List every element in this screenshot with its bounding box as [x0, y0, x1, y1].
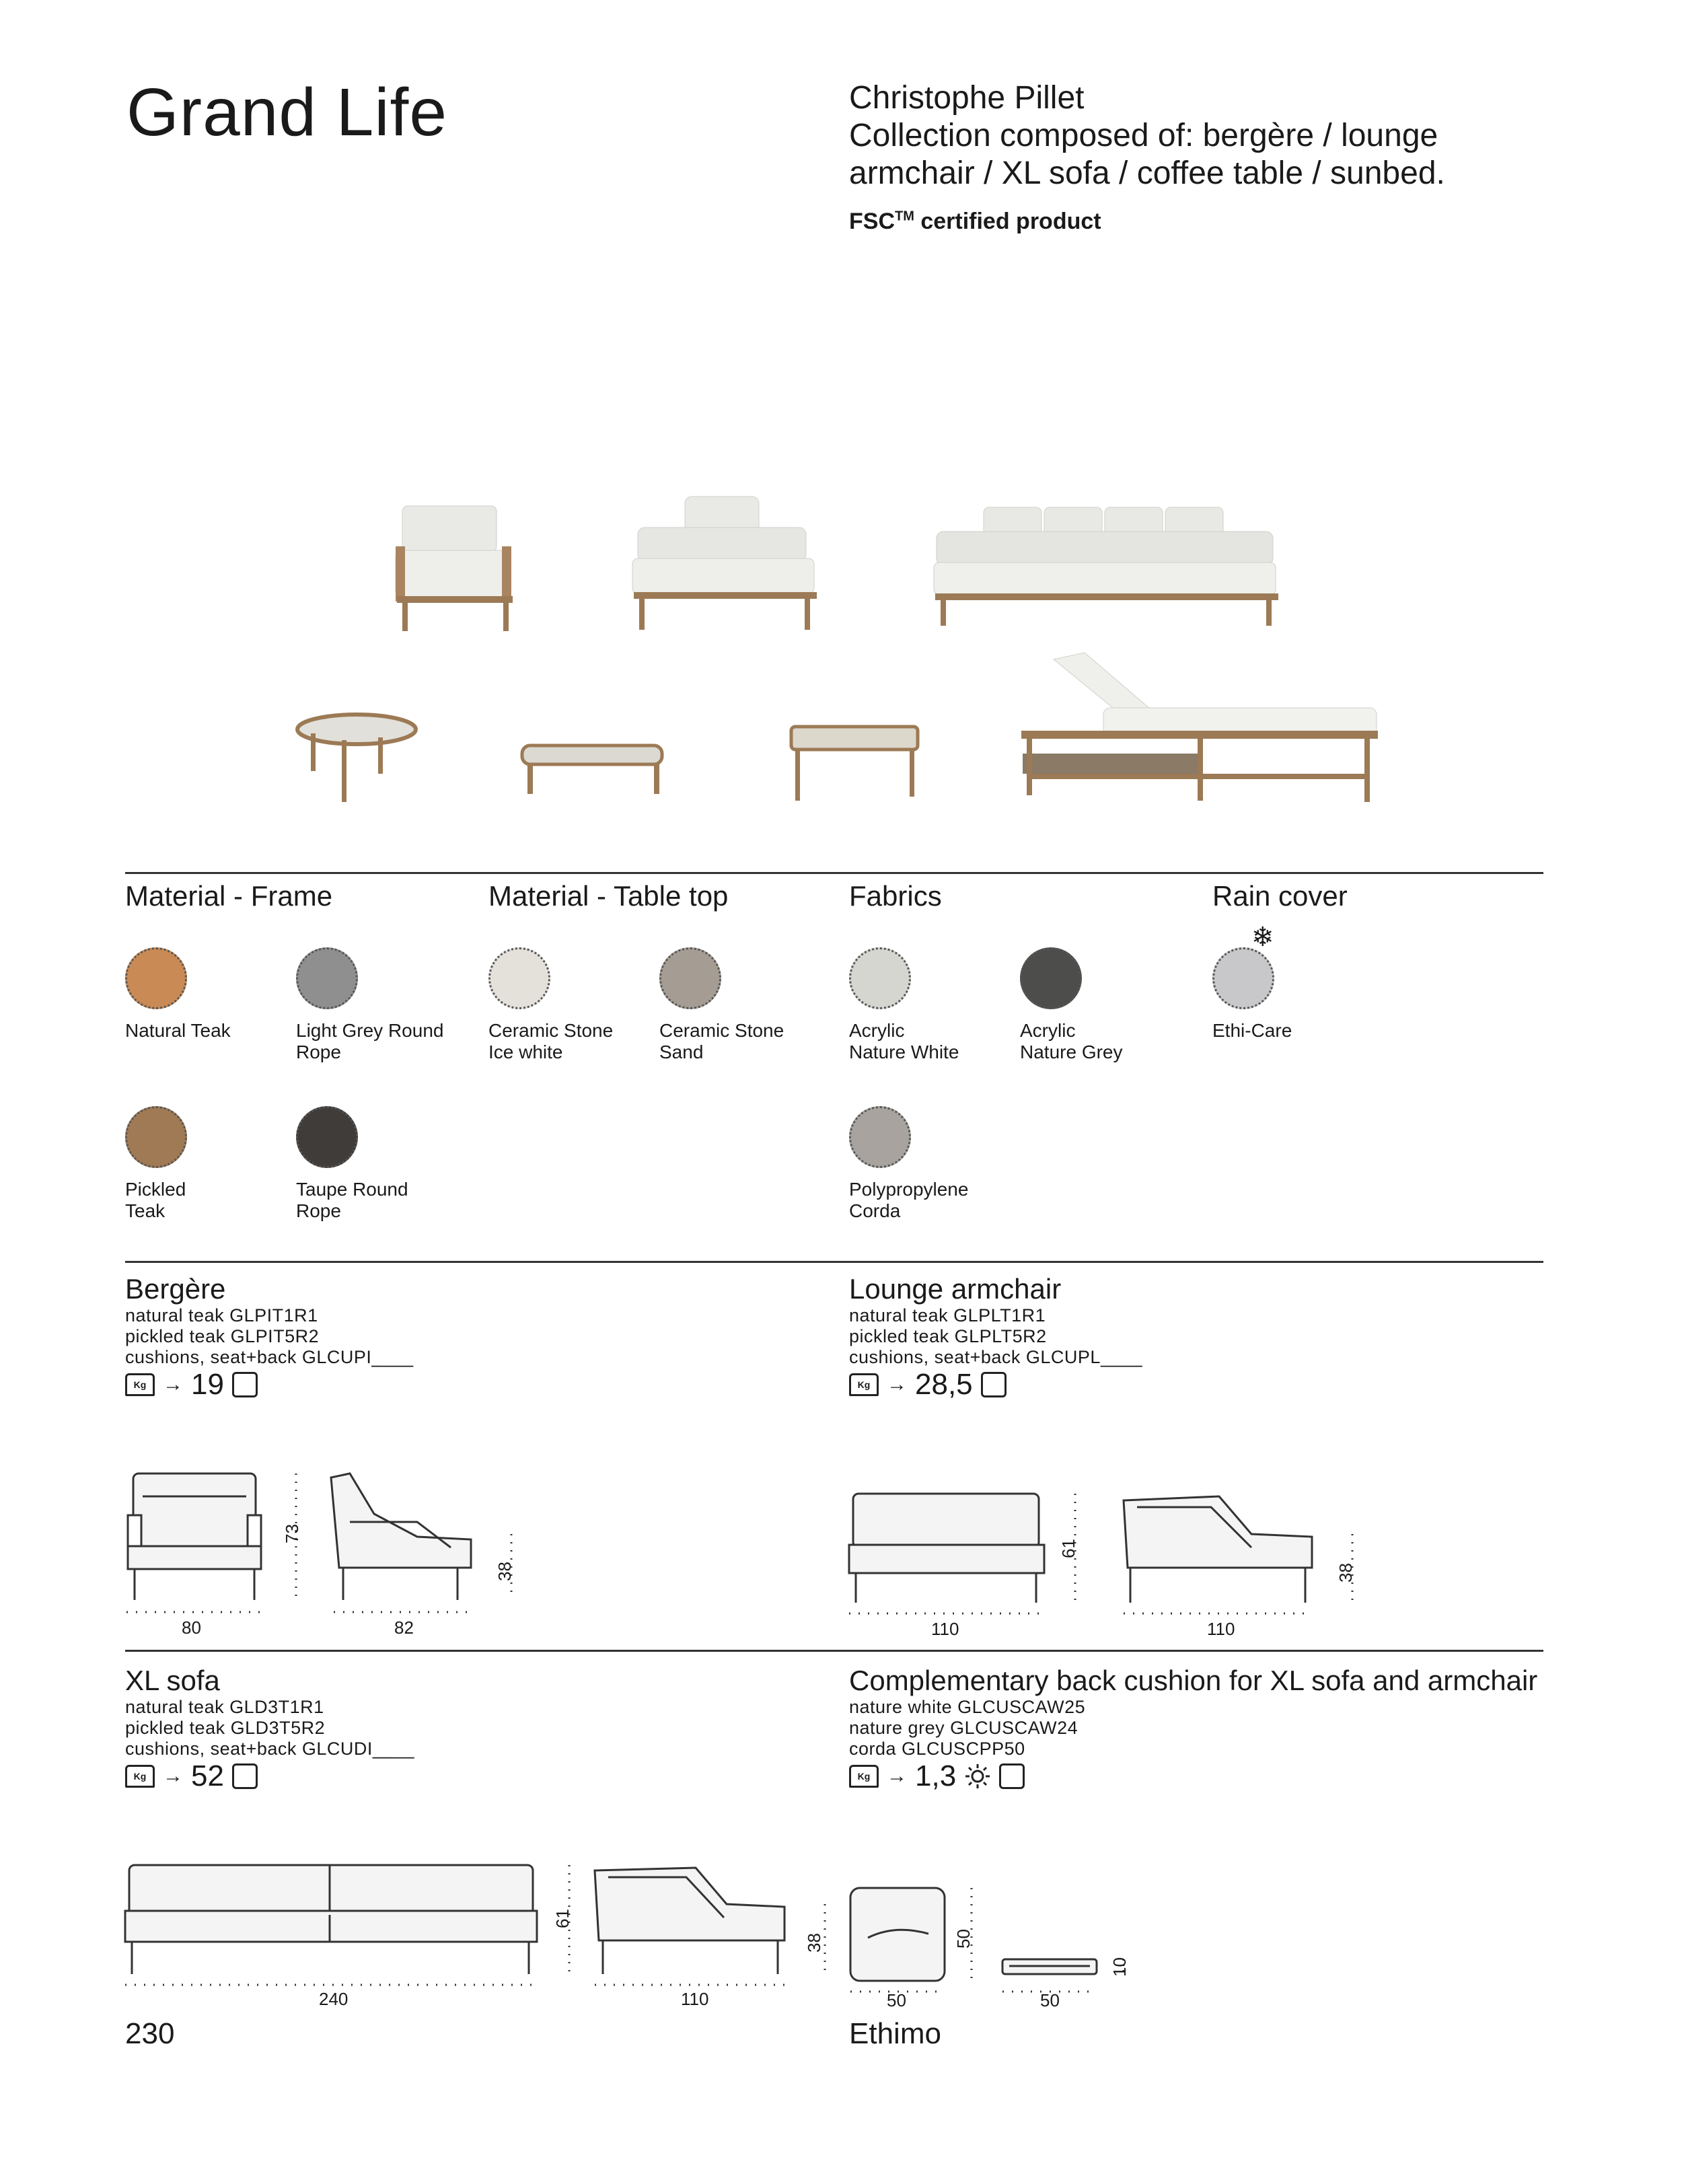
product-code: natural teak GLPIT1R1	[125, 1305, 318, 1325]
product-code: cushions, seat+back GLCUPI____	[125, 1347, 414, 1367]
product-name: XL sofa	[125, 1665, 220, 1696]
product-code: cushions, seat+back GLCUDI____	[125, 1739, 414, 1759]
collection-line-2: armchair / XL sofa / coffee table / sunbed.	[849, 155, 1445, 191]
fsc-prefix: FSC	[849, 209, 895, 234]
product-name: Lounge armchair	[849, 1273, 1062, 1305]
drawing-xl-sofa-side	[595, 1868, 825, 1985]
heading-material-frame: Material - Frame	[125, 880, 333, 912]
product-code: pickled teak GLPLT5R2	[849, 1326, 1047, 1346]
drawing-lounge-front	[849, 1494, 1075, 1613]
weight-icon: Kg	[125, 1765, 155, 1788]
product-code: natural teak GLD3T1R1	[125, 1697, 324, 1717]
product-code: cushions, seat+back GLCUPL____	[849, 1347, 1143, 1367]
product-code: pickled teak GLD3T5R2	[125, 1718, 326, 1738]
weight-value: 1,3	[915, 1759, 957, 1792]
product-code: pickled teak GLPIT5R2	[125, 1326, 320, 1346]
drawing-lounge-side	[1124, 1496, 1352, 1613]
weight-value: 52	[191, 1759, 224, 1792]
product-name: Bergère	[125, 1273, 226, 1305]
drawing-cushion-side	[1002, 1959, 1124, 1992]
product-code: nature grey GLCUSCAW24	[849, 1718, 1078, 1738]
designer-name: Christophe Pillet	[849, 80, 1085, 116]
weight-value: 19	[191, 1368, 224, 1401]
fsc-suffix: certified product	[914, 209, 1101, 234]
swatch-label: Polypropylene Corda	[849, 1179, 969, 1221]
dim-depth: 82	[394, 1617, 414, 1638]
product-xl-sofa	[125, 1665, 414, 1793]
dim-height: 73	[281, 1524, 302, 1543]
arrow-icon: →	[163, 1373, 183, 1395]
swatch-label: Natural Teak	[125, 1020, 231, 1041]
swatch-label: Pickled Teak	[125, 1179, 186, 1221]
swatch-label: Taupe Round Rope	[296, 1179, 408, 1221]
arrow-icon: →	[887, 1765, 907, 1787]
product-code: natural teak GLPLT1R1	[849, 1305, 1046, 1325]
dim-depth: 110	[1207, 1619, 1235, 1639]
weight-value: 28,5	[915, 1368, 973, 1401]
heading-material-table-top: Material - Table top	[488, 880, 729, 912]
divider-products-2	[125, 1650, 1543, 1652]
weight-info	[849, 1759, 1537, 1793]
dim-width: 110	[931, 1619, 959, 1639]
arrow-icon: →	[163, 1765, 183, 1787]
swatch-label: Light Grey Round Rope	[296, 1020, 444, 1062]
sun-icon	[964, 1763, 991, 1790]
heading-rain-cover: Rain cover	[1212, 880, 1348, 912]
dim-seat-height: 38	[803, 1933, 824, 1953]
drawing-bergere-side	[331, 1473, 511, 1612]
dim-thickness: 10	[1109, 1957, 1130, 1977]
page-number: 230	[125, 2017, 175, 2050]
dim-width: 50	[1040, 1990, 1060, 2010]
product-code: corda GLCUSCPP50	[849, 1739, 1025, 1759]
arrow-icon: →	[887, 1373, 907, 1395]
collection-line-1: Collection composed of: bergère / lounge	[849, 118, 1438, 153]
brand-name: Ethimo	[849, 2017, 941, 2050]
swatch-label: Acrylic Nature Grey	[1020, 1020, 1123, 1062]
cushion-square-icon	[999, 1763, 1025, 1789]
product-name: Complementary back cushion for XL sofa and armchair	[849, 1665, 1538, 1696]
swatch-label: Ceramic Stone Sand	[659, 1020, 784, 1062]
swatch-label: Ceramic Stone Ice white	[488, 1020, 614, 1062]
cushion-square-icon	[232, 1763, 258, 1789]
product-back-cushion	[849, 1665, 1537, 1793]
page-title: Grand Life	[126, 75, 447, 150]
dim-seat-height: 38	[1335, 1563, 1356, 1582]
dim-height: 50	[953, 1929, 974, 1949]
dim-depth: 110	[681, 1989, 709, 2009]
dim-height: 61	[1058, 1539, 1078, 1558]
snowflake-icon: ❄	[1251, 922, 1274, 952]
dim-seat-height: 38	[494, 1562, 515, 1581]
drawing-xl-sofa-front	[125, 1865, 569, 1985]
swatch-label: Ethi-Care	[1212, 1020, 1292, 1041]
dim-width: 80	[182, 1617, 201, 1638]
dim-width: 50	[887, 1990, 906, 2010]
weight-icon: Kg	[849, 1373, 879, 1396]
weight-icon: Kg	[849, 1765, 879, 1788]
weight-info	[125, 1759, 414, 1793]
dim-height: 61	[552, 1909, 573, 1928]
swatch-label: Acrylic Nature White	[849, 1020, 959, 1062]
product-code: nature white GLCUSCAW25	[849, 1697, 1086, 1717]
weight-icon: Kg	[125, 1373, 155, 1396]
drawing-bergere-front	[126, 1473, 296, 1612]
fsc-tm: TM	[895, 209, 914, 224]
dim-width: 240	[319, 1989, 349, 2009]
heading-fabrics: Fabrics	[849, 880, 942, 912]
